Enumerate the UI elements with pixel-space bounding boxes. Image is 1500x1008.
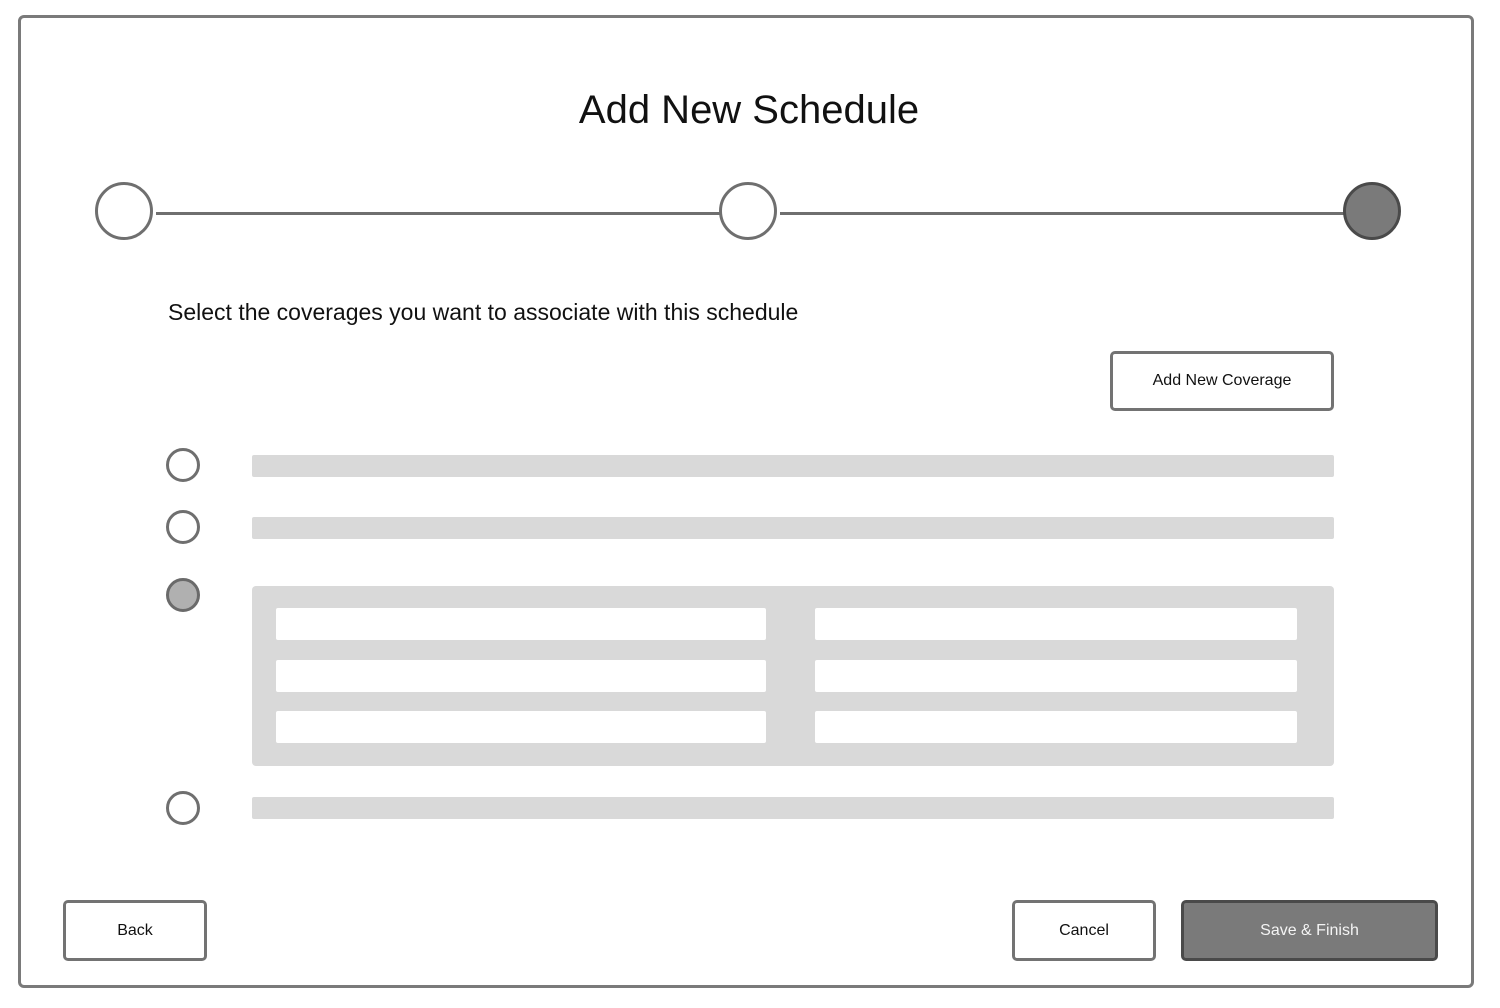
coverage-4-radio[interactable] (166, 791, 200, 825)
step-2-indicator[interactable] (719, 182, 777, 240)
stepper-connector-1 (156, 212, 722, 215)
coverage-field-5[interactable] (815, 660, 1297, 692)
coverage-1-label-placeholder (252, 455, 1334, 477)
coverage-field-2[interactable] (276, 660, 766, 692)
back-button[interactable]: Back (63, 900, 207, 961)
coverage-1-radio[interactable] (166, 448, 200, 482)
page-title: Add New Schedule (578, 88, 920, 132)
dialog-frame (18, 15, 1474, 988)
step-1-indicator[interactable] (95, 182, 153, 240)
coverage-field-6[interactable] (815, 711, 1297, 743)
coverage-3-detail-panel (252, 586, 1334, 766)
coverage-2-radio[interactable] (166, 510, 200, 544)
coverage-3-radio[interactable] (166, 578, 200, 612)
coverage-field-3[interactable] (276, 711, 766, 743)
add-new-coverage-button[interactable]: Add New Coverage (1110, 351, 1334, 411)
step-3-indicator[interactable] (1343, 182, 1401, 240)
coverage-4-label-placeholder (252, 797, 1334, 819)
coverage-field-1[interactable] (276, 608, 766, 640)
stepper-connector-2 (780, 212, 1346, 215)
cancel-button[interactable]: Cancel (1012, 900, 1156, 961)
save-finish-button[interactable]: Save & Finish (1181, 900, 1438, 961)
coverage-2-label-placeholder (252, 517, 1334, 539)
instruction-text: Select the coverages you want to associate with this schedule (168, 299, 799, 325)
coverage-field-4[interactable] (815, 608, 1297, 640)
